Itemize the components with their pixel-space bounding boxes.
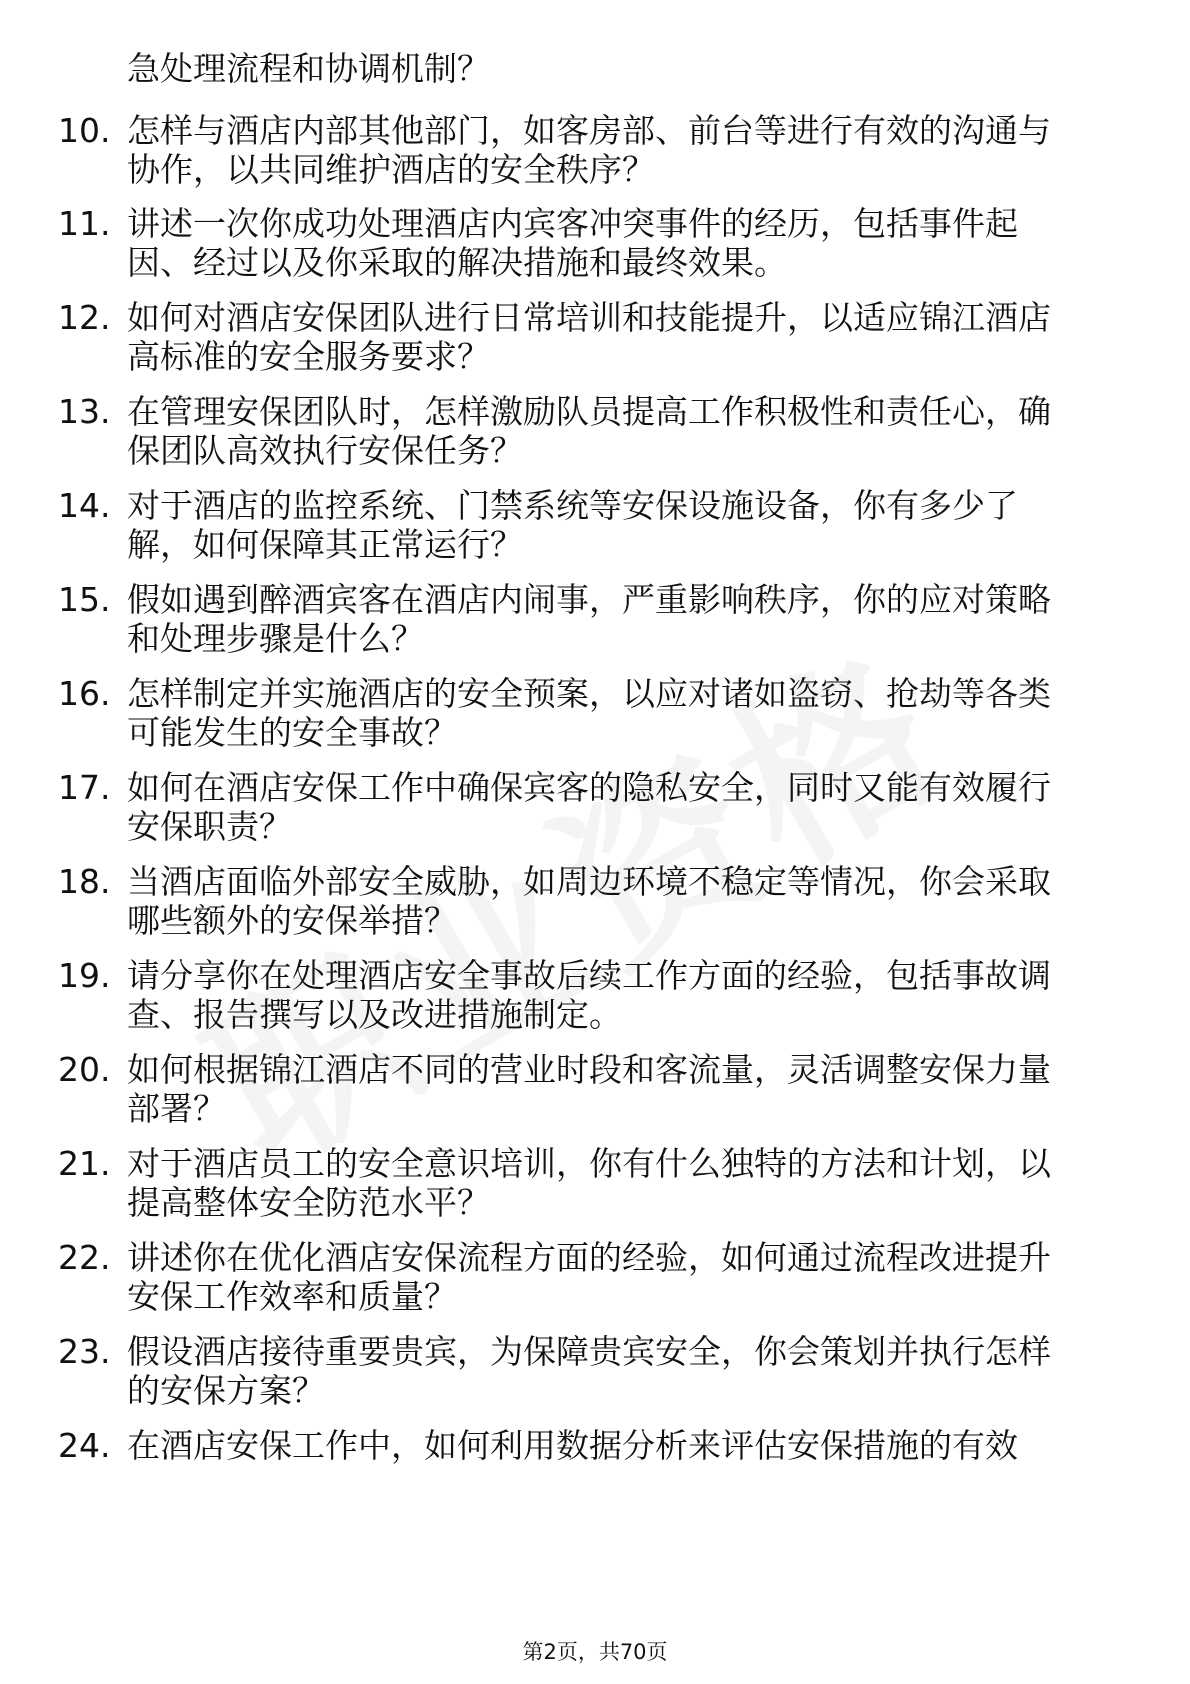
item-text-line: 保团队高效执行安保任务？	[127, 431, 523, 470]
item-text-line: 在酒店安保工作中，如何利用数据分析来评估安保措施的有效	[127, 1426, 1018, 1465]
item-number: 13.	[58, 392, 111, 431]
item-text-line: 如何根据锦江酒店不同的营业时段和客流量，灵活调整安保力量	[127, 1050, 1051, 1089]
continued-line	[0, 47, 1190, 91]
item-text-line: 当酒店面临外部安全威胁，如周边环境不稳定等情况，你会采取	[127, 862, 1051, 901]
item-text-line: 解，如何保障其正常运行？	[127, 525, 523, 564]
item-text-line: 和处理步骤是什么？	[127, 619, 424, 658]
item-text-line: 的安保方案？	[127, 1371, 325, 1410]
item-text-line: 对于酒店的监控系统、门禁系统等安保设施设备，你有多少了	[127, 486, 1018, 525]
item-number: 18.	[58, 862, 111, 901]
item-text-line: 在管理安保团队时，怎样激励队员提高工作积极性和责任心，确	[127, 392, 1051, 431]
item-text-line: 怎样制定并实施酒店的安全预案，以应对诸如盗窃、抢劫等各类	[127, 674, 1051, 713]
item-number: 10.	[58, 111, 111, 150]
page-footer: 第2页，共70页	[522, 1640, 668, 1664]
item-text-line: 哪些额外的安保举措？	[127, 901, 457, 940]
item-text-line: 假如遇到醉酒宾客在酒店内闹事，严重影响秩序，你的应对策略	[127, 580, 1051, 619]
item-number: 17.	[58, 768, 111, 807]
item-text-line: 对于酒店员工的安全意识培训，你有什么独特的方法和计划，以	[127, 1144, 1051, 1183]
item-number: 24.	[58, 1426, 111, 1465]
item-text-line: 假设酒店接待重要贵宾，为保障贵宾安全，你会策划并执行怎样	[127, 1332, 1051, 1371]
item-text-line: 安保工作效率和质量？	[127, 1277, 457, 1316]
item-text-line: 协作，以共同维护酒店的安全秩序？	[127, 150, 655, 189]
item-text-line: 高标准的安全服务要求？	[127, 337, 490, 376]
item-number: 14.	[58, 486, 111, 525]
item-text-line: 部署？	[127, 1089, 226, 1128]
item-text-line: 请分享你在处理酒店安全事故后续工作方面的经验，包括事故调	[127, 956, 1051, 995]
item-number: 20.	[58, 1050, 111, 1089]
item-text-line: 讲述你在优化酒店安保流程方面的经验，如何通过流程改进提升	[127, 1238, 1051, 1277]
item-number: 12.	[58, 298, 111, 337]
item-text-line: 安保职责？	[127, 807, 292, 846]
item-text-line: 讲述一次你成功处理酒店内宾客冲突事件的经历，包括事件起	[127, 204, 1018, 243]
item-number: 16.	[58, 674, 111, 713]
item-number: 21.	[58, 1144, 111, 1183]
item-text-line: 提高整体安全防范水平？	[127, 1183, 490, 1222]
item-number: 15.	[58, 580, 111, 619]
item-number: 11.	[58, 204, 111, 243]
item-text-line: 如何对酒店安保团队进行日常培训和技能提升，以适应锦江酒店	[127, 298, 1051, 337]
item-text-line: 因、经过以及你采取的解决措施和最终效果。	[127, 243, 787, 282]
item-text-line: 查、报告撰写以及改进措施制定。	[127, 995, 622, 1034]
item-text-line: 如何在酒店安保工作中确保宾客的隐私安全，同时又能有效履行	[127, 768, 1051, 807]
item-text-line: 怎样与酒店内部其他部门，如客房部、前台等进行有效的沟通与	[127, 111, 1051, 150]
item-text-line: 急处理流程和协调机制？	[127, 49, 490, 88]
item-number: 23.	[58, 1332, 111, 1371]
item-number: 22.	[58, 1238, 111, 1277]
item-text-line: 可能发生的安全事故？	[127, 713, 457, 752]
item-number: 19.	[58, 956, 111, 995]
